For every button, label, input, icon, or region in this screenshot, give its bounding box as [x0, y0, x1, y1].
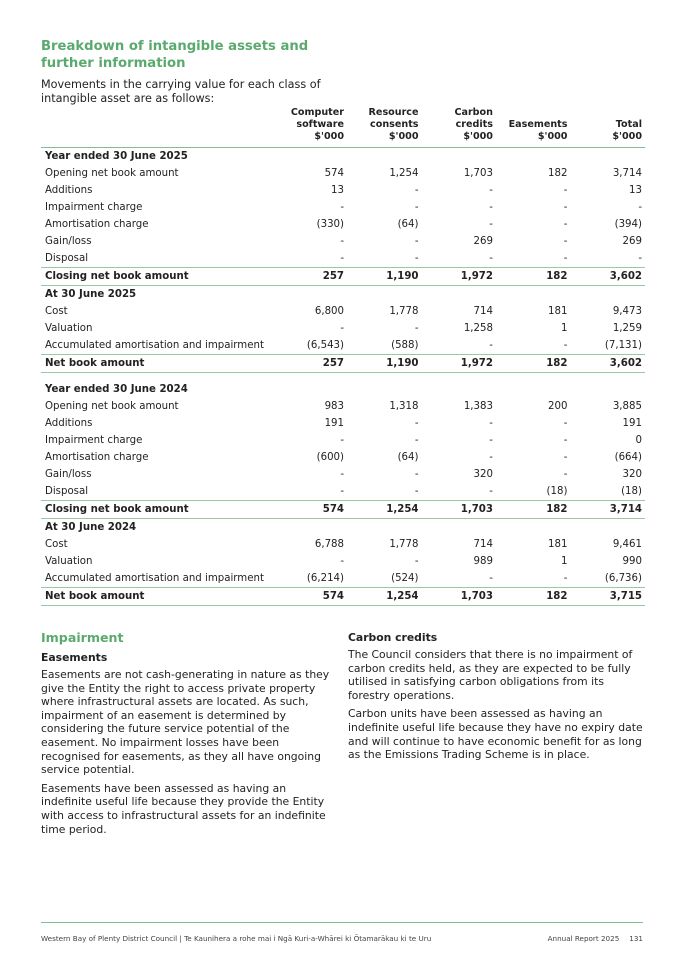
row-label: Disposal: [45, 252, 89, 264]
cell-resource-consents: 1,778: [389, 305, 419, 317]
cell-total: [570, 147, 645, 165]
cell-carbon-credits: [422, 518, 496, 536]
cell-carbon-credits: 1,703: [422, 587, 496, 605]
cell-computer-software: -: [340, 485, 345, 497]
cell-total: 269: [622, 235, 642, 247]
cell-total: 3,714: [570, 500, 645, 518]
cell-easements: 182: [496, 267, 570, 285]
header-resource-consents: Resource consents $'000: [347, 107, 421, 147]
cell-resource-consents: 1,778: [389, 538, 419, 550]
cell-resource-consents: -: [414, 417, 419, 429]
cell-computer-software: -: [340, 468, 345, 480]
carbon-credits-paragraph-1: The Council considers that there is no impairment of carbon credits held, as they are expected to be fully utilised in satisfying carbon obligations from its forestry operations.: [348, 648, 633, 702]
cell-carbon-credits: 1,972: [422, 354, 496, 372]
intro-text: Movements in the carrying value for each class of intangible asset are as follows:: [41, 78, 321, 105]
cell-computer-software: 257: [271, 267, 348, 285]
table-row: [41, 250, 645, 268]
row-label: Disposal: [45, 485, 89, 497]
cell-computer-software: [271, 381, 348, 398]
cell-easements: -: [563, 218, 568, 230]
cell-easements: [496, 381, 570, 398]
cell-computer-software: 13: [331, 184, 345, 196]
table-row: [41, 337, 645, 355]
table-total-row: [41, 354, 645, 372]
row-label: Impairment charge: [45, 434, 143, 446]
table-row: [41, 432, 645, 449]
spacer-cell: [41, 372, 645, 381]
cell-carbon-credits: 1,972: [422, 267, 496, 285]
row-label: Opening net book amount: [45, 400, 179, 412]
row-label: Closing net book amount: [41, 267, 271, 285]
table-row: [41, 216, 645, 233]
row-label: Amortisation charge: [45, 218, 149, 230]
cell-total: 1,259: [612, 322, 642, 334]
table-body: [41, 147, 645, 605]
cell-computer-software: 6,800: [314, 305, 345, 317]
cell-computer-software: -: [340, 555, 345, 567]
cell-easements: (18): [546, 485, 568, 497]
cell-easements: [496, 285, 570, 303]
easements-paragraph-1: Easements are not cash-generating in nature as they give the Entity the right to access private property where infrastructural assets are located. As such, impairment of an easement is determined by considering the future service potential of the easement. No impairment losses have been recognised for easements, as they all have ongoing service potential.: [41, 668, 330, 777]
table-total-row: [41, 500, 645, 518]
cell-easements: -: [563, 468, 568, 480]
row-label: At 30 June 2024: [45, 521, 137, 533]
table-row: [41, 165, 645, 182]
cell-resource-consents: 1,254: [347, 587, 421, 605]
cell-easements: 1: [560, 322, 568, 334]
cell-carbon-credits: -: [489, 339, 493, 351]
table-row: [41, 466, 645, 483]
row-label: Gain/loss: [45, 468, 92, 480]
impairment-section: [41, 630, 336, 841]
cell-carbon-credits: 1,703: [463, 167, 493, 179]
cell-resource-consents: 1,190: [347, 267, 421, 285]
cell-carbon-credits: 1,258: [463, 322, 493, 334]
cell-resource-consents: 1,254: [347, 500, 421, 518]
cell-total: 13: [629, 184, 642, 196]
header-label-cell: [41, 107, 271, 147]
cell-resource-consents: (64): [397, 451, 419, 463]
cell-carbon-credits: 320: [473, 468, 493, 480]
cell-easements: -: [563, 184, 568, 196]
table-total-row: [41, 267, 645, 285]
cell-total: 3,715: [570, 587, 645, 605]
cell-computer-software: -: [340, 201, 345, 213]
cell-computer-software: [271, 285, 348, 303]
cell-resource-consents: -: [414, 434, 419, 446]
header-easements: Easements $'000: [496, 107, 570, 147]
cell-resource-consents: 1,254: [389, 167, 419, 179]
cell-easements: -: [563, 434, 568, 446]
table-section-header-row: [41, 518, 645, 536]
cell-computer-software: (6,543): [306, 339, 345, 351]
cell-carbon-credits: -: [489, 184, 493, 196]
table-header-row: [41, 107, 645, 147]
cell-carbon-credits: [422, 381, 496, 398]
cell-resource-consents: [347, 381, 421, 398]
row-label: Additions: [45, 417, 93, 429]
table-row: [41, 449, 645, 466]
row-label: Cost: [45, 538, 68, 550]
cell-computer-software: -: [340, 322, 345, 334]
header-total: Total $'000: [570, 107, 645, 147]
row-label: Net book amount: [41, 587, 271, 605]
cell-computer-software: -: [340, 235, 345, 247]
carbon-credits-section: [348, 631, 645, 767]
cell-easements: 182: [496, 354, 570, 372]
cell-resource-consents: -: [414, 555, 419, 567]
cell-resource-consents: (64): [397, 218, 419, 230]
table-row: [41, 233, 645, 250]
row-label: Valuation: [45, 322, 93, 334]
cell-computer-software: -: [340, 434, 345, 446]
cell-carbon-credits: -: [489, 252, 493, 264]
row-label: At 30 June 2025: [45, 288, 137, 300]
header-carbon-credits: Carbon credits $'000: [422, 107, 496, 147]
cell-total: 3,602: [570, 267, 645, 285]
cell-carbon-credits: -: [489, 417, 493, 429]
table-total-row: [41, 587, 645, 605]
table-row: [41, 320, 645, 337]
carbon-credits-heading: Carbon credits: [348, 631, 438, 644]
cell-carbon-credits: -: [489, 218, 493, 230]
cell-computer-software: [271, 518, 348, 536]
section-title: Breakdown of intangible assets and further information: [41, 39, 309, 71]
cell-carbon-credits: 714: [473, 305, 493, 317]
cell-computer-software: 574: [271, 587, 348, 605]
cell-carbon-credits: 269: [473, 235, 493, 247]
cell-easements: -: [563, 451, 568, 463]
header-computer-software: Computer software $'000: [271, 107, 348, 147]
cell-computer-software: 191: [324, 417, 345, 429]
cell-computer-software: [271, 147, 348, 165]
row-label: Additions: [45, 184, 93, 196]
cell-easements: [496, 147, 570, 165]
table-row: [41, 553, 645, 570]
cell-total: (18): [621, 485, 642, 497]
cell-computer-software: 6,788: [314, 538, 345, 550]
cell-total: 3,885: [612, 400, 642, 412]
cell-total: (7,131): [604, 339, 642, 351]
cell-easements: 1: [560, 555, 568, 567]
table-section-header-row: [41, 285, 645, 303]
footer-council-name: Western Bay of Plenty District Council | Te Kaunihera a rohe mai i Ngā Kuri-a-Whārei ki Ōtamarākau ki te Uru: [41, 934, 432, 943]
cell-carbon-credits: [422, 147, 496, 165]
table-row: [41, 415, 645, 432]
table-row: [41, 199, 645, 216]
table-row: [41, 398, 645, 415]
table-row: [41, 536, 645, 553]
cell-total: 3,714: [612, 167, 642, 179]
cell-easements: -: [563, 201, 568, 213]
cell-easements: 182: [496, 500, 570, 518]
cell-total: [570, 381, 645, 398]
table-section-header-row: [41, 147, 645, 165]
cell-easements: -: [563, 417, 568, 429]
easements-heading: Easements: [41, 651, 108, 664]
cell-total: -: [638, 201, 642, 213]
cell-computer-software: 983: [324, 400, 345, 412]
table-row: [41, 182, 645, 199]
cell-total: 191: [622, 417, 642, 429]
table-row: [41, 483, 645, 501]
cell-computer-software: (6,214): [306, 572, 345, 584]
cell-resource-consents: -: [414, 201, 419, 213]
row-label: Net book amount: [41, 354, 271, 372]
footer-report-name: Annual Report 2025: [547, 934, 620, 943]
cell-total: 3,602: [570, 354, 645, 372]
cell-total: 9,473: [612, 305, 642, 317]
cell-carbon-credits: 714: [473, 538, 493, 550]
footer-right: [548, 934, 643, 943]
cell-carbon-credits: -: [489, 572, 493, 584]
cell-computer-software: (600): [316, 451, 345, 463]
carbon-credits-paragraph-2: Carbon units have been assessed as having an indefinite useful life because they have no expiry date and will continue to have economic benefit for as long as the Emissions Trading Scheme is in place.: [348, 707, 643, 762]
row-label: Accumulated amortisation and impairment: [45, 339, 264, 351]
easements-paragraph-2: Easements have been assessed as having an indefinite useful life because they provide the Entity with access to infrastructural assets for an indefinite time period.: [41, 781, 326, 836]
row-label: Opening net book amount: [45, 167, 179, 179]
cell-total: (664): [614, 451, 642, 463]
table-spacer-row: [41, 372, 645, 381]
cell-carbon-credits: [422, 285, 496, 303]
cell-resource-consents: -: [414, 468, 419, 480]
cell-computer-software: (330): [316, 218, 345, 230]
cell-total: (394): [614, 218, 642, 230]
row-label: Year ended 30 June 2025: [41, 147, 271, 165]
cell-easements: -: [563, 235, 568, 247]
row-label: Impairment charge: [45, 201, 143, 213]
cell-total: [570, 518, 645, 536]
row-label: Closing net book amount: [41, 500, 271, 518]
row-label: Amortisation charge: [45, 451, 149, 463]
page-number: 131: [629, 934, 643, 943]
table-row: [41, 570, 645, 588]
row-label: Cost: [45, 305, 68, 317]
row-label: Valuation: [45, 555, 93, 567]
cell-carbon-credits: -: [489, 434, 493, 446]
cell-computer-software: 574: [271, 500, 348, 518]
cell-resource-consents: 1,318: [389, 400, 419, 412]
cell-easements: 181: [548, 305, 568, 317]
cell-carbon-credits: -: [489, 485, 493, 497]
cell-carbon-credits: 1,383: [463, 400, 493, 412]
cell-computer-software: 257: [271, 354, 348, 372]
cell-resource-consents: [347, 518, 421, 536]
cell-resource-consents: [347, 285, 421, 303]
cell-resource-consents: -: [414, 322, 419, 334]
cell-carbon-credits: 989: [473, 555, 493, 567]
cell-easements: 182: [548, 167, 568, 179]
cell-easements: 182: [496, 587, 570, 605]
cell-easements: -: [563, 339, 568, 351]
cell-total: 990: [622, 555, 642, 567]
table-row: [41, 303, 645, 320]
cell-easements: [496, 518, 570, 536]
row-label: Year ended 30 June 2024: [45, 383, 188, 395]
cell-resource-consents: -: [414, 235, 419, 247]
cell-easements: -: [563, 252, 568, 264]
cell-computer-software: 574: [324, 167, 345, 179]
cell-easements: 200: [548, 400, 568, 412]
cell-total: 320: [622, 468, 642, 480]
cell-resource-consents: -: [414, 252, 419, 264]
cell-total: (6,736): [604, 572, 642, 584]
cell-resource-consents: 1,190: [347, 354, 421, 372]
cell-total: 0: [635, 434, 642, 446]
cell-total: -: [638, 252, 642, 264]
cell-total: 9,461: [612, 538, 642, 550]
cell-resource-consents: [347, 147, 421, 165]
cell-resource-consents: (524): [391, 572, 419, 584]
cell-resource-consents: -: [414, 485, 419, 497]
cell-easements: 181: [548, 538, 568, 550]
cell-carbon-credits: -: [489, 451, 493, 463]
cell-computer-software: -: [340, 252, 345, 264]
row-label: Accumulated amortisation and impairment: [45, 572, 264, 584]
row-label: Gain/loss: [45, 235, 92, 247]
intangible-assets-table: [41, 107, 645, 606]
cell-total: [570, 285, 645, 303]
cell-resource-consents: -: [414, 184, 419, 196]
table-section-header-row: [41, 381, 645, 398]
cell-carbon-credits: -: [489, 201, 493, 213]
impairment-title: Impairment: [41, 630, 124, 645]
footer-divider: [41, 922, 643, 923]
cell-easements: -: [563, 572, 568, 584]
cell-resource-consents: (588): [391, 339, 419, 351]
cell-carbon-credits: 1,703: [422, 500, 496, 518]
